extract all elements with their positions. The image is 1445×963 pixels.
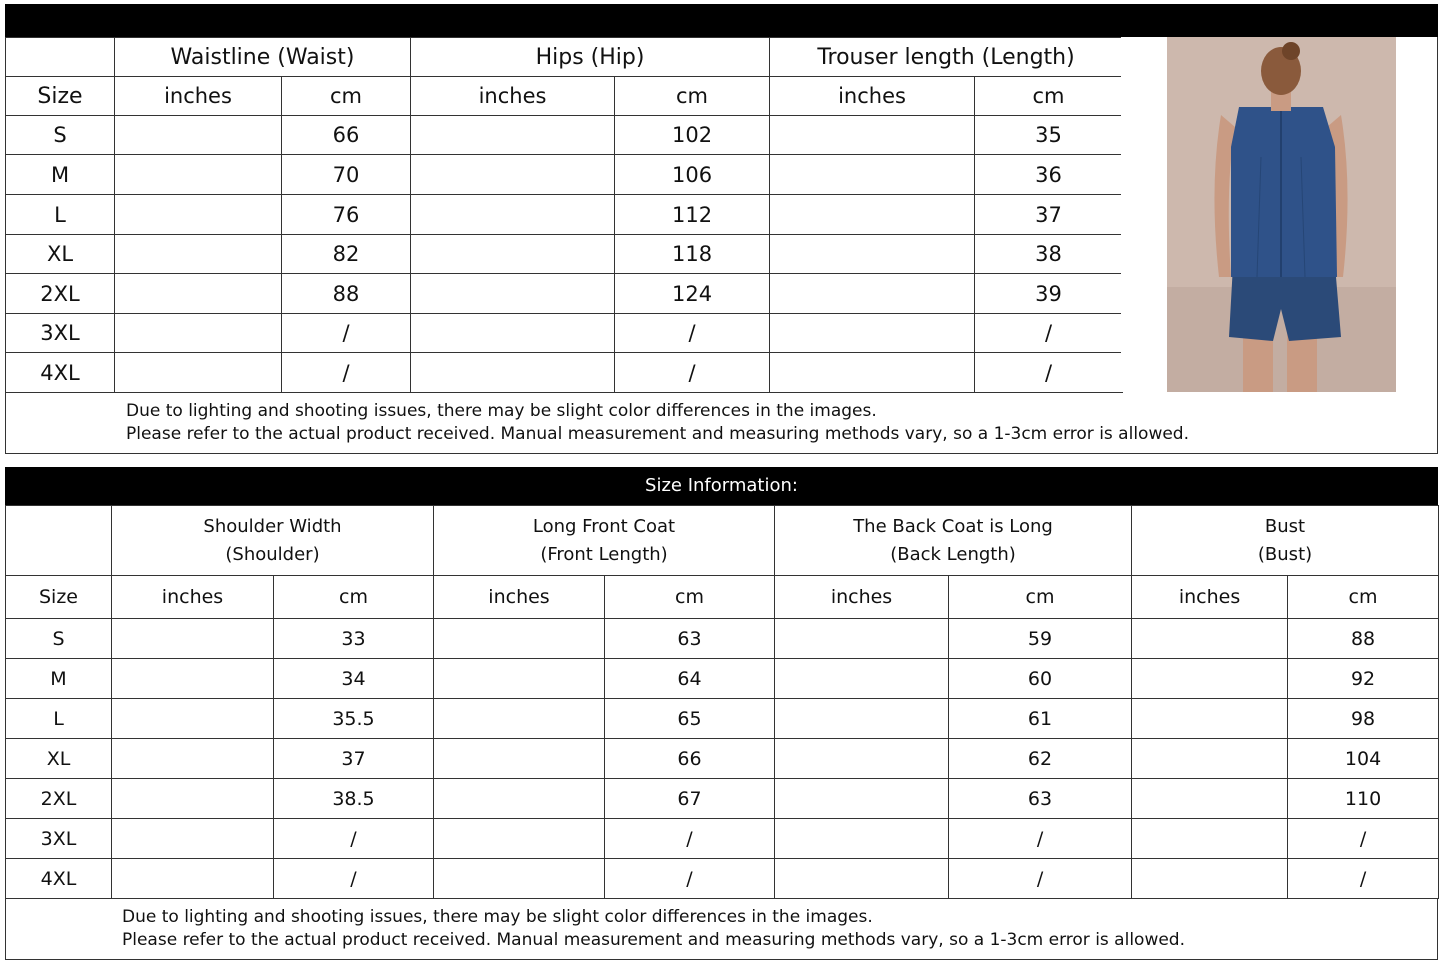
front-length-inches-cell xyxy=(434,699,605,739)
col-group-waist: Waistline (Waist) xyxy=(115,38,411,77)
table-row xyxy=(6,155,1123,195)
shoulder-inches-cell xyxy=(112,619,274,659)
hip-inches-cell xyxy=(411,195,615,235)
unit-inches: inches xyxy=(770,77,975,116)
size-cell: 4XL xyxy=(6,859,112,899)
hip-inches-cell xyxy=(411,155,615,195)
length-inches-cell xyxy=(770,353,975,393)
size-table-bottoms xyxy=(5,37,1123,393)
back-length-inches-cell xyxy=(775,699,949,739)
length-cm-cell: 39 xyxy=(975,274,1123,314)
unit-inches: inches xyxy=(115,77,282,116)
bust-inches-cell xyxy=(1132,859,1288,899)
table-row xyxy=(6,314,1123,353)
shoulder-inches-cell xyxy=(112,699,274,739)
back-length-cm-cell: 60 xyxy=(949,659,1132,699)
hip-inches-cell xyxy=(411,116,615,155)
size-information-bar xyxy=(5,467,1438,505)
col-group-front-length xyxy=(434,506,775,576)
back-length-inches-cell xyxy=(775,739,949,779)
unit-inches: inches xyxy=(411,77,615,116)
waist-inches-cell xyxy=(115,195,282,235)
col-group-bust xyxy=(1132,506,1439,576)
back-length-cm-cell: / xyxy=(949,859,1132,899)
length-cm-cell: 36 xyxy=(975,155,1123,195)
front-length-inches-cell xyxy=(434,779,605,819)
size-cell: 4XL xyxy=(6,353,115,393)
col-group-subtitle: (Back Length) xyxy=(890,543,1016,565)
waist-inches-cell xyxy=(115,155,282,195)
col-group-length: Trouser length (Length) xyxy=(770,38,1123,77)
table-row xyxy=(6,274,1123,314)
table-row xyxy=(6,739,1439,779)
front-length-inches-cell xyxy=(434,819,605,859)
waist-cm-cell: 70 xyxy=(282,155,411,195)
table-row xyxy=(6,353,1123,393)
disclaimer-line-1: Due to lighting and shooting issues, there may be slight color differences in the images. xyxy=(126,401,877,421)
size-cell: S xyxy=(6,116,115,155)
front-length-cm-cell: 67 xyxy=(605,779,775,819)
table-row xyxy=(6,619,1439,659)
size-cell: XL xyxy=(6,235,115,274)
corner-cell xyxy=(6,506,112,576)
hip-inches-cell xyxy=(411,314,615,353)
shoulder-cm-cell: / xyxy=(274,859,434,899)
unit-cm: cm xyxy=(615,77,770,116)
size-table-top xyxy=(5,505,1439,899)
waist-cm-cell: 82 xyxy=(282,235,411,274)
shoulder-inches-cell xyxy=(112,819,274,859)
bust-cm-cell: 104 xyxy=(1288,739,1439,779)
hip-cm-cell: 118 xyxy=(615,235,770,274)
hip-inches-cell xyxy=(411,274,615,314)
shoulder-inches-cell xyxy=(112,779,274,819)
bust-cm-cell: / xyxy=(1288,859,1439,899)
front-length-inches-cell xyxy=(434,739,605,779)
waist-inches-cell xyxy=(115,353,282,393)
unit-inches: inches xyxy=(1132,576,1288,619)
size-information-title: Size Information: xyxy=(645,475,798,496)
bust-inches-cell xyxy=(1132,819,1288,859)
table-row xyxy=(6,699,1439,739)
corner-cell xyxy=(6,38,115,77)
table-row xyxy=(6,819,1439,859)
size-cell: S xyxy=(6,619,112,659)
shoulder-cm-cell: 35.5 xyxy=(274,699,434,739)
size-cell: 3XL xyxy=(6,819,112,859)
size-cell: L xyxy=(6,699,112,739)
product-photo xyxy=(1121,37,1437,392)
front-length-cm-cell: 63 xyxy=(605,619,775,659)
hip-cm-cell: / xyxy=(615,353,770,393)
bust-inches-cell xyxy=(1132,699,1288,739)
bust-inches-cell xyxy=(1132,739,1288,779)
front-length-cm-cell: 64 xyxy=(605,659,775,699)
col-group-title: The Back Coat is Long xyxy=(853,515,1053,537)
length-cm-cell: 38 xyxy=(975,235,1123,274)
table-row xyxy=(6,195,1123,235)
length-cm-cell: 37 xyxy=(975,195,1123,235)
product-photo-cell xyxy=(1121,37,1438,392)
back-length-inches-cell xyxy=(775,819,949,859)
col-group-subtitle: (Front Length) xyxy=(540,543,668,565)
bust-inches-cell xyxy=(1132,779,1288,819)
hip-cm-cell: 124 xyxy=(615,274,770,314)
hip-inches-cell xyxy=(411,235,615,274)
bust-cm-cell: 88 xyxy=(1288,619,1439,659)
waist-cm-cell: 76 xyxy=(282,195,411,235)
bust-cm-cell: / xyxy=(1288,819,1439,859)
bust-inches-cell xyxy=(1132,659,1288,699)
col-group-subtitle: (Bust) xyxy=(1257,543,1313,565)
front-length-inches-cell xyxy=(434,859,605,899)
size-cell: M xyxy=(6,659,112,699)
table-row xyxy=(6,235,1123,274)
col-group-title: Bust xyxy=(1264,515,1306,537)
table-row xyxy=(6,779,1439,819)
length-cm-cell: / xyxy=(975,314,1123,353)
length-inches-cell xyxy=(770,274,975,314)
shoulder-inches-cell xyxy=(112,859,274,899)
table-row xyxy=(6,659,1439,699)
unit-cm: cm xyxy=(1288,576,1439,619)
hip-cm-cell: / xyxy=(615,314,770,353)
length-inches-cell xyxy=(770,235,975,274)
front-length-inches-cell xyxy=(434,619,605,659)
col-group-title: Shoulder Width xyxy=(203,515,342,537)
length-inches-cell xyxy=(770,116,975,155)
bust-cm-cell: 92 xyxy=(1288,659,1439,699)
back-length-inches-cell xyxy=(775,619,949,659)
bust-cm-cell: 110 xyxy=(1288,779,1439,819)
front-length-cm-cell: / xyxy=(605,859,775,899)
unit-inches: inches xyxy=(112,576,274,619)
hip-cm-cell: 106 xyxy=(615,155,770,195)
length-cm-cell: 35 xyxy=(975,116,1123,155)
unit-inches: inches xyxy=(434,576,605,619)
shoulder-cm-cell: 33 xyxy=(274,619,434,659)
bust-cm-cell: 98 xyxy=(1288,699,1439,739)
back-length-inches-cell xyxy=(775,779,949,819)
back-length-inches-cell xyxy=(775,859,949,899)
length-inches-cell xyxy=(770,155,975,195)
waist-inches-cell xyxy=(115,274,282,314)
top-header-bar xyxy=(5,4,1438,37)
waist-cm-cell: 88 xyxy=(282,274,411,314)
shoulder-cm-cell: 38.5 xyxy=(274,779,434,819)
waist-cm-cell: / xyxy=(282,353,411,393)
back-length-cm-cell: 62 xyxy=(949,739,1132,779)
size-cell: 2XL xyxy=(6,274,115,314)
back-length-inches-cell xyxy=(775,659,949,699)
front-length-cm-cell: / xyxy=(605,819,775,859)
back-length-cm-cell: 59 xyxy=(949,619,1132,659)
hip-cm-cell: 102 xyxy=(615,116,770,155)
unit-cm: cm xyxy=(949,576,1132,619)
front-length-cm-cell: 66 xyxy=(605,739,775,779)
size-cell: XL xyxy=(6,739,112,779)
bust-inches-cell xyxy=(1132,619,1288,659)
front-length-inches-cell xyxy=(434,659,605,699)
unit-cm: cm xyxy=(274,576,434,619)
front-length-cm-cell: 65 xyxy=(605,699,775,739)
waist-inches-cell xyxy=(115,116,282,155)
unit-cm: cm xyxy=(282,77,411,116)
shoulder-cm-cell: 37 xyxy=(274,739,434,779)
unit-inches: inches xyxy=(775,576,949,619)
size-header: Size xyxy=(6,576,112,619)
hip-inches-cell xyxy=(411,353,615,393)
back-length-cm-cell: 61 xyxy=(949,699,1132,739)
col-group-title: Long Front Coat xyxy=(532,515,676,537)
waist-cm-cell: 66 xyxy=(282,116,411,155)
length-inches-cell xyxy=(770,195,975,235)
unit-cm: cm xyxy=(605,576,775,619)
back-length-cm-cell: 63 xyxy=(949,779,1132,819)
size-cell: M xyxy=(6,155,115,195)
shoulder-cm-cell: / xyxy=(274,819,434,859)
waist-inches-cell xyxy=(115,235,282,274)
back-length-cm-cell: / xyxy=(949,819,1132,859)
waist-cm-cell: / xyxy=(282,314,411,353)
hip-cm-cell: 112 xyxy=(615,195,770,235)
size-cell: 2XL xyxy=(6,779,112,819)
shoulder-inches-cell xyxy=(112,659,274,699)
col-group-shoulder xyxy=(112,506,434,576)
disclaimer-line-2: Please refer to the actual product received. Manual measurement and measuring methods vary, so a 1-3cm error is allowed. xyxy=(126,424,1190,444)
length-cm-cell: / xyxy=(975,353,1123,393)
waist-inches-cell xyxy=(115,314,282,353)
size-header: Size xyxy=(6,77,115,116)
col-group-subtitle: (Shoulder) xyxy=(225,543,320,565)
table-row xyxy=(6,859,1439,899)
col-group-hip: Hips (Hip) xyxy=(411,38,770,77)
size-cell: 3XL xyxy=(6,314,115,353)
col-group-back-length xyxy=(775,506,1132,576)
shoulder-cm-cell: 34 xyxy=(274,659,434,699)
size-cell: L xyxy=(6,195,115,235)
disclaimer-line-2: Please refer to the actual product received. Manual measurement and measuring methods vary, so a 1-3cm error is allowed. xyxy=(122,930,1186,950)
shoulder-inches-cell xyxy=(112,739,274,779)
disclaimer-note xyxy=(5,392,1438,454)
table-row xyxy=(6,116,1123,155)
disclaimer-note xyxy=(5,898,1438,960)
length-inches-cell xyxy=(770,314,975,353)
disclaimer-line-1: Due to lighting and shooting issues, there may be slight color differences in the images. xyxy=(122,907,873,927)
unit-cm: cm xyxy=(975,77,1123,116)
